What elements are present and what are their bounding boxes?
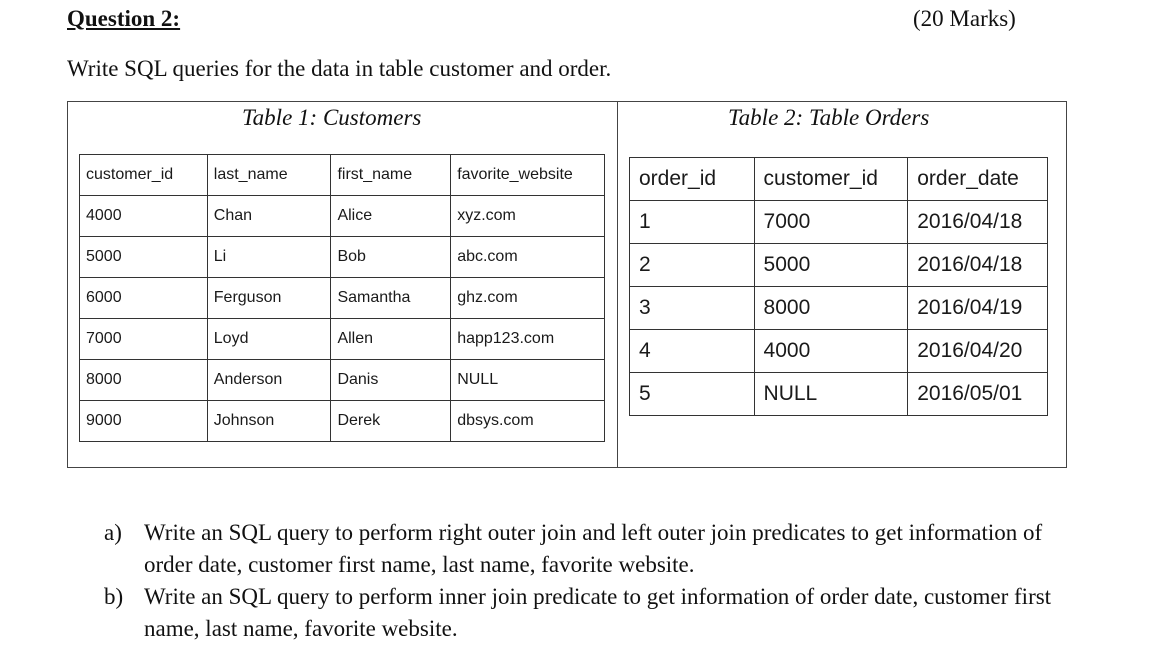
table-cell: 6000 bbox=[80, 278, 208, 319]
table-cell: ghz.com bbox=[451, 278, 605, 319]
table-cell: Allen bbox=[331, 319, 451, 360]
table-cell: 4000 bbox=[754, 330, 908, 373]
table-cell: Ferguson bbox=[207, 278, 331, 319]
question-text: Write an SQL query to perform right outer join and left outer join predicates to get information of order date, customer first name, last name, favorite website. bbox=[144, 520, 1043, 577]
table-cell: 7000 bbox=[80, 319, 208, 360]
table-cell: 7000 bbox=[754, 201, 908, 244]
table-cell: 1 bbox=[630, 201, 755, 244]
table-row bbox=[80, 196, 605, 237]
table-cell: Anderson bbox=[207, 360, 331, 401]
header-cell: order_id bbox=[630, 158, 755, 201]
table-cell: Bob bbox=[331, 237, 451, 278]
table-cell: dbsys.com bbox=[451, 401, 605, 442]
table-cell: 2016/05/01 bbox=[908, 373, 1048, 416]
table-cell: 5 bbox=[630, 373, 755, 416]
table-cell: Li bbox=[207, 237, 331, 278]
table-row bbox=[80, 237, 605, 278]
table-row bbox=[630, 201, 1048, 244]
intro-text: Write SQL queries for the data in table customer and order. bbox=[67, 56, 612, 81]
table-row bbox=[630, 373, 1048, 416]
question-label: a) bbox=[104, 520, 122, 545]
question-title: Question 2: bbox=[67, 6, 181, 31]
table-cell: 8000 bbox=[754, 287, 908, 330]
table2-caption: Table 2: Table Orders bbox=[728, 105, 930, 130]
table-cell: 2016/04/20 bbox=[908, 330, 1048, 373]
question-label: b) bbox=[104, 584, 124, 609]
table-row bbox=[630, 287, 1048, 330]
table-cell: 4 bbox=[630, 330, 755, 373]
table-cell: 5000 bbox=[754, 244, 908, 287]
question-list bbox=[104, 517, 1064, 645]
header-cell: last_name bbox=[207, 155, 331, 196]
table-cell: Chan bbox=[207, 196, 331, 237]
table-cell: 5000 bbox=[80, 237, 208, 278]
header-cell: customer_id bbox=[754, 158, 908, 201]
table-row bbox=[630, 330, 1048, 373]
table-cell: abc.com bbox=[451, 237, 605, 278]
table-cell: happ123.com bbox=[451, 319, 605, 360]
table-cell: Samantha bbox=[331, 278, 451, 319]
customers-table bbox=[79, 154, 605, 442]
header-cell: order_date bbox=[908, 158, 1048, 201]
table-cell: 3 bbox=[630, 287, 755, 330]
table-cell: Danis bbox=[331, 360, 451, 401]
table-cell: 2016/04/18 bbox=[908, 244, 1048, 287]
table-row bbox=[80, 278, 605, 319]
header-cell: favorite_website bbox=[451, 155, 605, 196]
table-header-row bbox=[80, 155, 605, 196]
orders-table bbox=[629, 157, 1048, 416]
header-cell: first_name bbox=[331, 155, 451, 196]
table-cell: Derek bbox=[331, 401, 451, 442]
table-cell: 8000 bbox=[80, 360, 208, 401]
question-text: Write an SQL query to perform inner join predicate to get information of order date, customer first name, last name, favorite website. bbox=[144, 584, 1052, 641]
frame-divider bbox=[617, 102, 618, 467]
table-cell: Johnson bbox=[207, 401, 331, 442]
table-cell: Loyd bbox=[207, 319, 331, 360]
table-cell: Alice bbox=[331, 196, 451, 237]
table-cell: 9000 bbox=[80, 401, 208, 442]
list-item bbox=[104, 581, 1064, 645]
table-cell: NULL bbox=[451, 360, 605, 401]
table-cell: NULL bbox=[754, 373, 908, 416]
table-cell: 2016/04/18 bbox=[908, 201, 1048, 244]
header-cell: customer_id bbox=[80, 155, 208, 196]
table-cell: xyz.com bbox=[451, 196, 605, 237]
question-marks: (20 Marks) bbox=[913, 6, 1016, 31]
table-header-row bbox=[630, 158, 1048, 201]
table-cell: 4000 bbox=[80, 196, 208, 237]
table-row bbox=[630, 244, 1048, 287]
table-cell: 2016/04/19 bbox=[908, 287, 1048, 330]
table-row bbox=[80, 319, 605, 360]
table-row bbox=[80, 360, 605, 401]
list-item bbox=[104, 517, 1064, 581]
table-row bbox=[80, 401, 605, 442]
table1-caption: Table 1: Customers bbox=[242, 105, 422, 130]
table-cell: 2 bbox=[630, 244, 755, 287]
